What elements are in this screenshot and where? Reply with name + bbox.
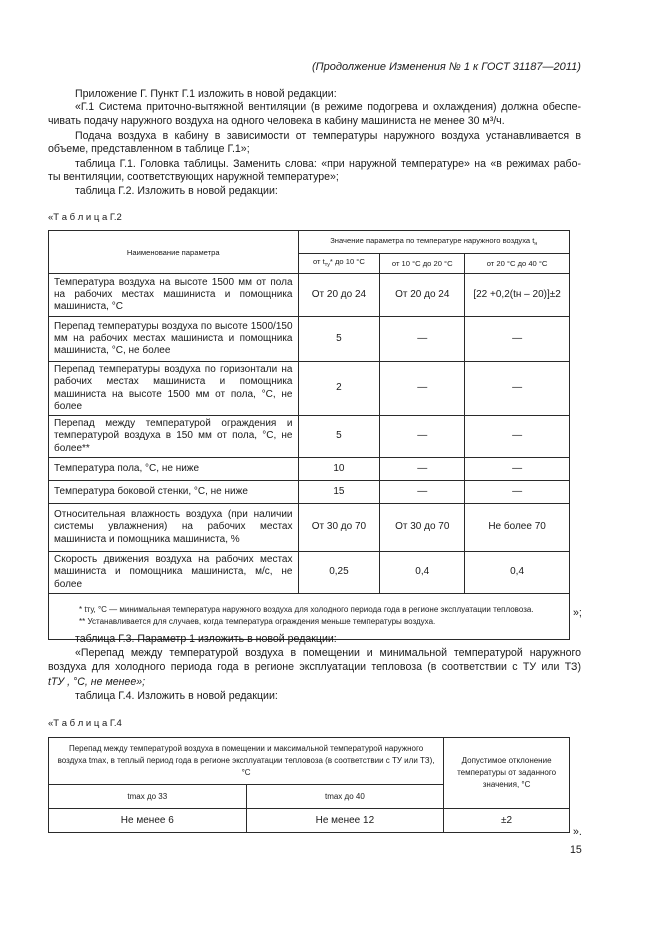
row-value-3: [22 +0,2(tн – 20)]±2 — [465, 274, 570, 317]
row-value-2: 0,4 — [380, 552, 465, 594]
table-2-note-2: ** Устанавливается для случаев, когда температура ограждения меньше температуры воздуха. — [79, 617, 436, 627]
row-value-3: — — [465, 416, 570, 458]
paragraph-8: таблица Г.4. Изложить в новой редакции: — [75, 690, 278, 702]
table-row — [49, 274, 570, 317]
table-row — [49, 458, 570, 481]
table-2-caption: «Т а б л и ц а Г.2 — [48, 212, 122, 223]
paragraph-4-line-1: таблица Г.1. Головка таблицы. Заменить слова: «при наружной температуре» на «в режимах рабо- — [75, 158, 581, 170]
paragraph-7-line-2: воздуха для холодного периода года в регионе эксплуатации тепловоза (в соответствии с ТУ или ТЗ) — [48, 661, 581, 673]
table-4-head-right: Допустимое отклонение температуры от заданного значения, °С — [444, 738, 570, 809]
row-value-1: 5 — [298, 317, 380, 362]
paragraph-1: Приложение Г. Пункт Г.1 изложить в новой редакции: — [75, 88, 337, 100]
paragraph-2-line-2: чивать подачу наружного воздуха на одного человека в кабину машиниста не менее 30 м³/ч. — [48, 115, 505, 127]
row-value-1: От 30 до 70 — [298, 504, 380, 552]
paragraph-2-line-1: «Г.1 Система приточно-вытяжной вентиляции (в режиме подогрева и охлаждения) должна обеспе- — [75, 101, 581, 113]
table-4-value-3: ±2 — [444, 809, 570, 833]
row-value-3: 0,4 — [465, 552, 570, 594]
page-header: (Продолжение Изменения № 1 к ГОСТ 31187—2011) — [312, 61, 581, 73]
table-row — [49, 481, 570, 504]
row-value-1: От 20 до 24 — [298, 274, 380, 317]
table-4-caption: «Т а б л и ц а Г.4 — [48, 718, 122, 729]
row-value-2: — — [380, 458, 465, 481]
table-2-note-1: * tту, °С — минимальная температура наружного воздуха для холодного периода года в регионе эксплуатации тепловоза. — [79, 605, 534, 615]
page-number: 15 — [570, 844, 582, 856]
table-4-sub-2: tmax до 40 — [246, 785, 444, 809]
row-value-3: — — [465, 481, 570, 504]
table-4 — [48, 737, 570, 833]
table-4-value-1: Не менее 6 — [49, 809, 247, 833]
table-4-close: ». — [573, 826, 582, 838]
row-value-2: — — [380, 362, 465, 416]
row-value-3: — — [465, 317, 570, 362]
row-name: Скорость движения воздуха на рабочих местах машиниста и помощника машиниста, м/с, не более — [49, 552, 299, 594]
row-name: Относительная влажность воздуха (при наличии системы увлажнения) на рабочих местах машиниста и помощника машиниста, % — [49, 504, 299, 552]
paragraph-3-line-1: Подача воздуха в кабину в зависимости от температуры наружного воздуха устанавливается в — [75, 130, 581, 142]
row-value-1: 15 — [298, 481, 380, 504]
row-value-1: 10 — [298, 458, 380, 481]
row-name: Температура пола, °С, не ниже — [49, 458, 299, 481]
col-header-group: Значение параметра по температуре наружного воздуха $t_н$ — [298, 231, 570, 254]
row-value-1: 2 — [298, 362, 380, 416]
table-row — [49, 317, 570, 362]
paragraph-4-line-2: ты вентиляции, соответствующих наружной температуре»; — [48, 171, 339, 183]
row-value-2: — — [380, 416, 465, 458]
row-name: Температура боковой стенки, °С, не ниже — [49, 481, 299, 504]
row-value-2: — — [380, 317, 465, 362]
table-row — [49, 504, 570, 552]
table-2-close: »; — [573, 607, 582, 619]
paragraph-6: таблица Г.3. Параметр 1 изложить в новой редакции: — [75, 633, 337, 645]
row-name: Температура воздуха на высоте 1500 мм от пола на рабочих местах машиниста и помощника машиниста, °С — [49, 274, 299, 317]
table-4-head-main: Перепад между температурой воздуха в помещении и максимальной температурой наружного воздуха tmax, в теплый период года в регионе эксплуатации тепловоза (в соответствии с ТУ или ТЗ), °С — [49, 738, 444, 785]
paragraph-7-line-3: tТУ , °С, не менее»; — [48, 676, 146, 688]
row-name: Перепад между температурой ограждения и температурой воздуха в 150 мм от пола, °С, не более** — [49, 416, 299, 458]
row-name: Перепад температуры воздуха по горизонтали на рабочих местах машиниста и помощника машиниста на высоте 1500 мм от пола, °С, не более — [49, 362, 299, 416]
row-value-3: Не более 70 — [465, 504, 570, 552]
row-value-1: 0,25 — [298, 552, 380, 594]
row-value-2: — — [380, 481, 465, 504]
row-value-3: — — [465, 458, 570, 481]
table-row — [49, 552, 570, 594]
col-header-name: Наименование параметра — [49, 231, 299, 274]
paragraph-7-line-1: «Перепад между температурой воздуха в помещении и минимальной температурой наружного — [75, 647, 581, 659]
paragraph-5: таблица Г.2. Изложить в новой редакции: — [75, 185, 278, 197]
table-row — [49, 362, 570, 416]
row-value-1: 5 — [298, 416, 380, 458]
row-value-3: — — [465, 362, 570, 416]
col-header-2: от 10 °С до 20 °С — [380, 254, 465, 274]
table-row — [49, 416, 570, 458]
table-2 — [48, 230, 570, 640]
row-value-2: От 20 до 24 — [380, 274, 465, 317]
row-value-2: От 30 до 70 — [380, 504, 465, 552]
row-name: Перепад температуры воздуха по высоте 1500/150 мм на рабочих местах машиниста и помощника машиниста, °С, не более — [49, 317, 299, 362]
table-4-value-2: Не менее 12 — [246, 809, 444, 833]
col-header-3: от 20 °С до 40 °С — [465, 254, 570, 274]
paragraph-3-line-2: объеме, представленном в таблице Г.1»; — [48, 143, 250, 155]
table-row — [49, 809, 570, 833]
col-header-1: от $t_{ту}*$ до 10 °С — [298, 254, 380, 274]
table-4-sub-1: tmax до 33 — [49, 785, 247, 809]
